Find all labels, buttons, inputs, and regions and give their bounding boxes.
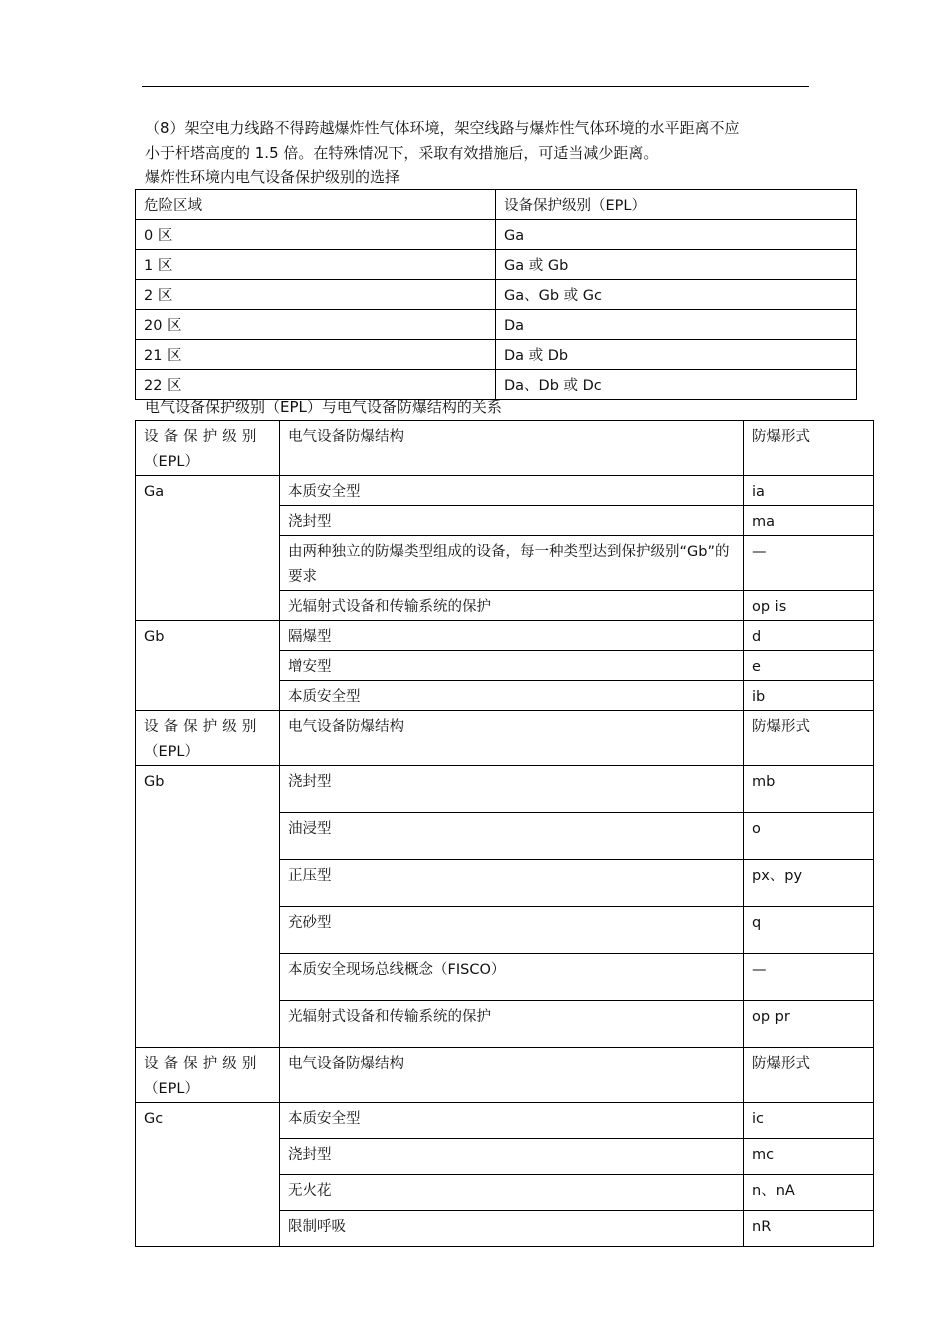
form-cell: op is — [744, 591, 874, 621]
zone-cell: 22 区 — [136, 370, 496, 400]
header-epl-cell — [136, 421, 280, 476]
intro-line-1: （8）架空电力线路不得跨越爆炸性气体环境，架空线路与爆炸性气体环境的水平距离不应 — [145, 119, 740, 137]
table-row — [136, 476, 874, 506]
table-header-row — [136, 1048, 874, 1103]
intro-line-2: 小于杆塔高度的 1.5 倍。在特殊情况下，采取有效措施后，可适当减少距离。 — [145, 144, 659, 162]
zone-cell: 2 区 — [136, 280, 496, 310]
table-row — [136, 280, 857, 310]
epl-cell: Ga、Gb 或 Gc — [496, 280, 857, 310]
header-epl-line-2: （EPL） — [144, 454, 199, 470]
table-row — [136, 310, 857, 340]
table-header-row — [136, 421, 874, 476]
structure-cell: 充砂型 — [280, 907, 744, 954]
epl-cell: Ga 或 Gb — [496, 250, 857, 280]
form-cell: ib — [744, 681, 874, 711]
form-cell: mb — [744, 766, 874, 813]
structure-cell: 本质安全型 — [280, 1103, 744, 1139]
table-header-row — [136, 190, 857, 220]
header-epl-line-2: （EPL） — [144, 1081, 199, 1097]
epl-structure-table — [135, 420, 874, 1247]
structure-cell: 限制呼吸 — [280, 1211, 744, 1247]
header-epl-cell — [136, 711, 280, 766]
header-epl-line-1: 设备保护级别 — [144, 429, 262, 445]
form-cell: px、py — [744, 860, 874, 907]
structure-cell: 由两种独立的防爆类型组成的设备，每一种类型达到保护级别“Gb”的要求 — [280, 536, 744, 591]
table-row — [136, 220, 857, 250]
form-cell: nR — [744, 1211, 874, 1247]
structure-cell: 光辐射式设备和传输系统的保护 — [280, 591, 744, 621]
structure-cell: 本质安全型 — [280, 681, 744, 711]
epl-selection-table — [135, 189, 857, 400]
intro-paragraph — [145, 116, 825, 166]
table2-caption: 电气设备保护级别（EPL）与电气设备防爆结构的关系 — [145, 398, 502, 416]
epl-cell: Da — [496, 310, 857, 340]
structure-cell: 增安型 — [280, 651, 744, 681]
header-structure-cell: 电气设备防爆结构 — [280, 711, 744, 766]
table-row — [136, 621, 874, 651]
structure-cell: 油浸型 — [280, 813, 744, 860]
zone-cell: 21 区 — [136, 340, 496, 370]
table-row — [136, 766, 874, 813]
header-structure-cell: 电气设备防爆结构 — [280, 1048, 744, 1103]
level-cell: Gb — [136, 621, 280, 711]
level-cell: Gb — [136, 766, 280, 1048]
form-cell: o — [744, 813, 874, 860]
epl-cell: Da、Db 或 Dc — [496, 370, 857, 400]
form-cell: ia — [744, 476, 874, 506]
form-cell: e — [744, 651, 874, 681]
zone-cell: 20 区 — [136, 310, 496, 340]
table-row — [136, 250, 857, 280]
table1-caption: 爆炸性环境内电气设备保护级别的选择 — [145, 168, 401, 186]
form-cell: ic — [744, 1103, 874, 1139]
form-cell: ma — [744, 506, 874, 536]
form-cell: — — [744, 954, 874, 1001]
structure-cell: 本质安全现场总线概念（FISCO） — [280, 954, 744, 1001]
zone-cell: 1 区 — [136, 250, 496, 280]
zone-cell: 0 区 — [136, 220, 496, 250]
form-cell: — — [744, 536, 874, 591]
structure-cell: 本质安全型 — [280, 476, 744, 506]
level-cell: Ga — [136, 476, 280, 621]
epl-cell: Ga — [496, 220, 857, 250]
level-cell: Gc — [136, 1103, 280, 1247]
header-rule — [142, 86, 809, 87]
structure-cell: 无火花 — [280, 1175, 744, 1211]
header-form-cell: 防爆形式 — [744, 421, 874, 476]
form-cell: mc — [744, 1139, 874, 1175]
header-cell: 危险区域 — [136, 190, 496, 220]
table-header-row — [136, 711, 874, 766]
form-cell: q — [744, 907, 874, 954]
structure-cell: 浇封型 — [280, 1139, 744, 1175]
header-form-cell: 防爆形式 — [744, 711, 874, 766]
table-row — [136, 1103, 874, 1139]
header-epl-line-2: （EPL） — [144, 744, 199, 760]
structure-cell: 浇封型 — [280, 766, 744, 813]
header-epl-line-1: 设备保护级别 — [144, 719, 262, 735]
table-row — [136, 370, 857, 400]
header-epl-line-1: 设备保护级别 — [144, 1056, 262, 1072]
form-cell: n、nA — [744, 1175, 874, 1211]
structure-cell: 隔爆型 — [280, 621, 744, 651]
structure-cell: 浇封型 — [280, 506, 744, 536]
header-epl-cell — [136, 1048, 280, 1103]
header-cell: 设备保护级别（EPL） — [496, 190, 857, 220]
form-cell: op pr — [744, 1001, 874, 1048]
epl-cell: Da 或 Db — [496, 340, 857, 370]
header-form-cell: 防爆形式 — [744, 1048, 874, 1103]
structure-cell: 正压型 — [280, 860, 744, 907]
structure-cell: 光辐射式设备和传输系统的保护 — [280, 1001, 744, 1048]
form-cell: d — [744, 621, 874, 651]
header-structure-cell: 电气设备防爆结构 — [280, 421, 744, 476]
table-row — [136, 340, 857, 370]
